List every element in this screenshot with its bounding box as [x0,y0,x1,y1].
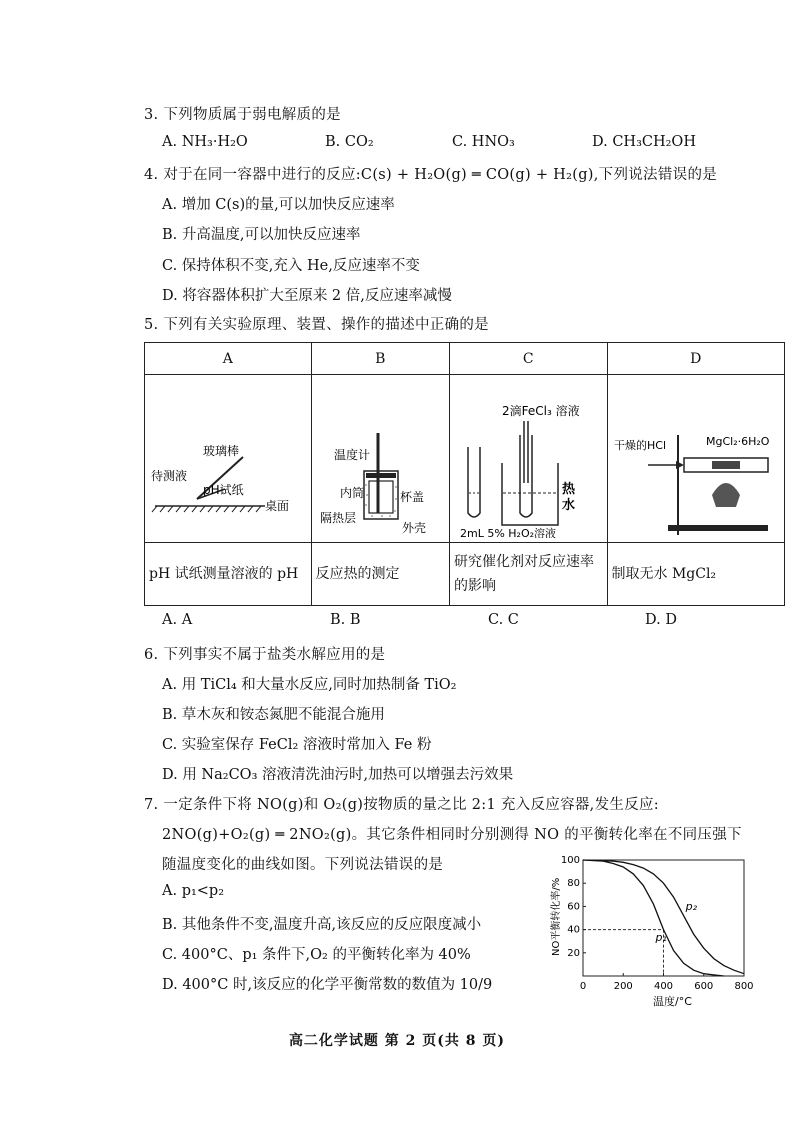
q3-option-c: C. HNO₃ [452,134,515,150]
x-tick-label: 0 [579,981,587,992]
y-tick-label: 60 [567,901,580,913]
q5-option-a: A. A [162,612,193,628]
label-hot: 热 [562,482,576,497]
label-h2o2-solution: 2mL 5% H₂O₂溶液 [460,527,557,538]
y-tick-label: 80 [567,878,580,890]
series-line-1 [583,860,724,976]
label-insulation: 隔热层 [319,511,356,525]
header-a: A [145,343,312,375]
label-lid: 杯盖 [399,490,424,504]
x-tick-label: 200 [613,981,633,992]
chart-reference-lines [583,930,667,976]
q3-stem: 3. 下列物质属于弱电解质的是 [144,107,341,123]
q4-stem: 4. 对于在同一容器中进行的反应:C(s) + H₂O(g) ═ CO(g) + H₂(g),下列说法错误的是 [144,167,718,183]
y-tick-label: 40 [567,924,580,936]
ph-test-figure [145,375,310,538]
q7-stem-line1: 7. 一定条件下将 NO(g)和 O₂(g)按物质的量之比 2:1 充入反应容器,发生反应: [144,797,659,813]
chart-series [583,860,744,976]
mgcl2-apparatus-figure [608,375,784,538]
q6-option-a: A. 用 TiCl₄ 和大量水反应,同时加热制备 TiO₂ [162,677,457,693]
q3-option-d: D. CH₃CH₂OH [592,134,696,150]
q4-option-b: B. 升高温度,可以加快反应速率 [162,227,361,243]
page-footer: 高二化学试题 第 2 页(共 8 页) [288,1033,506,1049]
q6-stem: 6. 下列事实不属于盐类水解应用的是 [144,647,386,663]
q5-option-b: B. B [330,612,361,628]
figure-b-cell [311,375,450,543]
q7-option-a: A. p₁<p₂ [162,883,225,899]
series-label-1: p₁ [655,931,667,945]
y-tick-label: 20 [567,947,580,959]
q7-option-b: B. 其他条件不变,温度升高,该反应的反应限度减小 [162,917,482,933]
calorimeter-figure [312,375,449,538]
header-c: C [450,343,608,375]
caption-c: 研究催化剂对反应速率的影响 [450,543,608,606]
caption-b: 反应热的测定 [311,543,450,606]
x-tick-label: 800 [734,981,754,992]
label-shell: 外壳 [401,521,426,535]
label-water: 水 [562,498,576,513]
q5-option-c: C. C [488,612,519,628]
q5-option-d: D. D [645,612,677,628]
label-ph-paper: pH试纸 [203,483,244,497]
label-fecl3-drops: 2滴FeCl₃ 溶液 [502,404,580,418]
x-tick-label: 400 [653,981,674,992]
label-dry-hcl: 干燥的HCl [613,439,666,452]
chart-frame [583,860,744,976]
q4-option-a: A. 增加 C(s)的量,可以加快反应速率 [162,197,395,213]
chart-ylabel: NO平衡转化率/% [551,877,562,956]
q3-option-a: A. NH₃·H₂O [162,134,248,150]
q6-option-c: C. 实验室保存 FeCl₂ 溶液时常加入 Fe 粉 [162,737,432,753]
chart-axes [583,860,744,976]
label-mgcl2-hydrate: MgCl₂·6H₂O [705,435,769,448]
caption-a: pH 试纸测量溶液的 pH [145,543,312,606]
header-d: D [607,343,785,375]
q7-stem-line2: 2NO(g)+O₂(g) ═ 2NO₂(g)。其它条件相同时分别测得 NO 的平衡转化率在不同压强下 [162,827,742,843]
y-tick-label: 100 [560,855,580,866]
chart-xlabel: 温度/°C [653,995,692,1008]
q5-stem: 5. 下列有关实验原理、装置、操作的描述中正确的是 [144,317,489,333]
experiment-table [144,342,785,606]
no-conversion-chart [535,848,765,1008]
q7-stem-line3: 随温度变化的曲线如图。下列说法错误的是 [162,857,444,873]
q6-option-b: B. 草木灰和铵态氮肥不能混合施用 [162,707,385,723]
caption-d: 制取无水 MgCl₂ [607,543,785,606]
label-table-surface: 桌面 [265,499,290,513]
q4-option-d: D. 将容器体积扩大至原来 2 倍,反应速率减慢 [162,288,452,304]
x-tick-label: 600 [694,981,714,992]
figure-c-cell [450,375,608,543]
q7-option-d: D. 400°C 时,该反应的化学平衡常数的数值为 10/9 [162,977,493,993]
chart-ticks [561,855,754,992]
label-glass-rod: 玻璃棒 [203,444,240,458]
label-thermometer: 温度计 [333,448,370,462]
series-label-2: p₂ [685,899,698,913]
figure-a-cell [145,375,312,543]
label-test-liquid: 待测液 [151,469,188,483]
q3-option-b: B. CO₂ [325,134,374,150]
header-b: B [311,343,450,375]
figure-d-cell [607,375,785,543]
q7-option-c: C. 400°C、p₁ 条件下,O₂ 的平衡转化率为 40% [162,947,471,963]
q6-option-d: D. 用 Na₂CO₃ 溶液清洗油污时,加热可以增强去污效果 [162,767,514,783]
label-inner-cup: 内筒 [339,486,364,500]
q4-option-c: C. 保持体积不变,充入 He,反应速率不变 [162,258,420,274]
catalyst-figure [450,375,606,538]
